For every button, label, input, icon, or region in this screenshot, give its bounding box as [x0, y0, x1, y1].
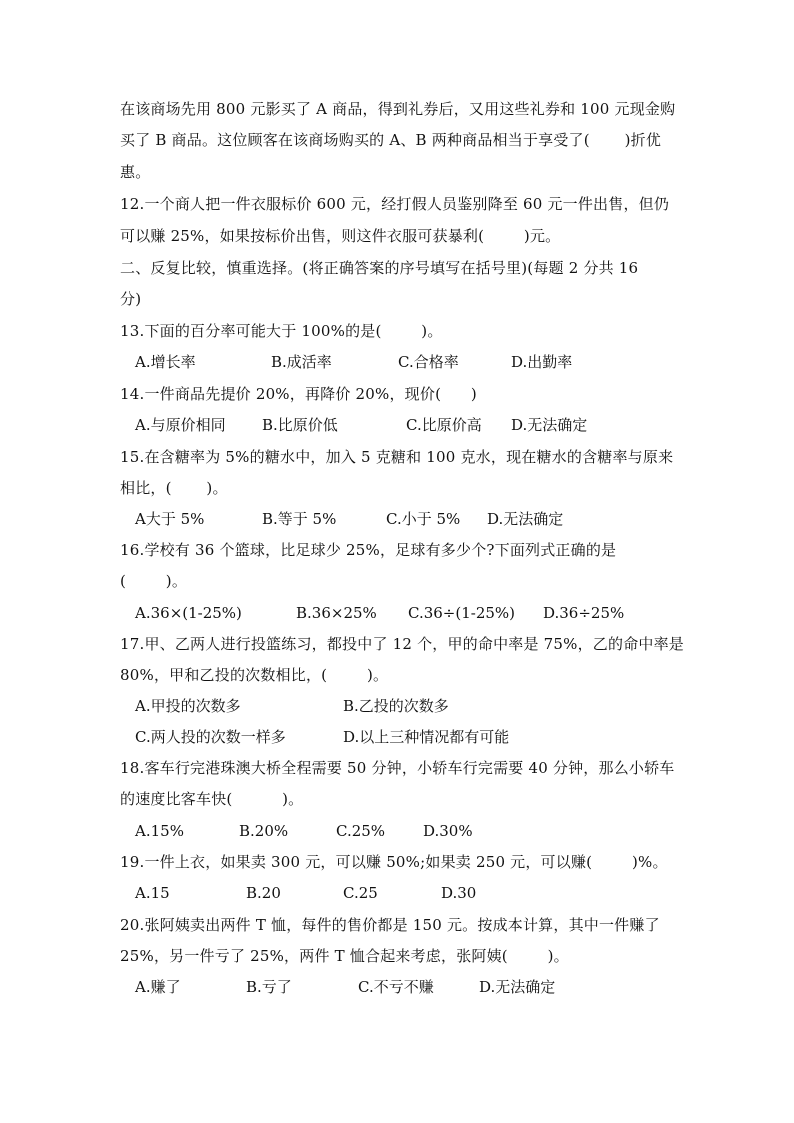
- q14-option-c[interactable]: C.比原价高: [406, 416, 482, 434]
- q18-option-a[interactable]: A.15%: [135, 822, 184, 840]
- q12-text-line-1: 12.一个商人把一件衣服标价 600 元，经打假人员鉴别降至 60 元一件出售，但仍: [120, 195, 670, 213]
- q17-option-d[interactable]: D.以上三种情况都有可能: [343, 728, 510, 746]
- section-heading: 二、反复比较，慎重选择。(将正确答案的序号填写在括号里)(每题 2 分共 16: [120, 259, 639, 277]
- q20-option-c[interactable]: C.不亏不赚: [358, 978, 434, 996]
- q18-option-b[interactable]: B.20%: [239, 822, 289, 840]
- q13-option-d[interactable]: D.出勤率: [511, 353, 573, 371]
- q17-text-line-1: 17.甲、乙两人进行投篮练习，都投中了 12 个，甲的命中率是 75%，乙的命中率是: [120, 635, 684, 653]
- q20-option-d[interactable]: D.无法确定: [479, 978, 556, 996]
- q15-text-line-2: 相比，( )。: [120, 479, 228, 497]
- q16-option-c[interactable]: C.36÷(1-25%): [408, 604, 516, 622]
- q16-text-line-2: ( )。: [120, 572, 188, 590]
- section-heading-cont: 分): [120, 290, 142, 308]
- q12-text-line-2: 可以赚 25%，如果按标价出售，则这件衣服可获暴利( )元。: [120, 227, 561, 245]
- q16-option-a[interactable]: A.36×(1-25%): [135, 604, 242, 622]
- q11-text-line-1: 在该商场先用 800 元影买了 A 商品，得到礼券后，又用这些礼券和 100 元现金购: [120, 100, 676, 118]
- q20-text-line-2: 25%，另一件亏了 25%，两件 T 恤合起来考虑，张阿姨( )。: [120, 947, 569, 965]
- q11-text-line-2: 买了 B 商品。这位顾客在该商场购买的 A、B 两种商品相当于享受了( )折优: [120, 131, 662, 149]
- q13-option-b[interactable]: B.成活率: [271, 353, 332, 371]
- q13-option-a[interactable]: A.增长率: [135, 353, 196, 371]
- q14-option-a[interactable]: A.与原价相同: [135, 416, 226, 434]
- q17-option-a[interactable]: A.甲投的次数多: [135, 697, 241, 715]
- q15-option-a[interactable]: A大于 5%: [135, 510, 205, 528]
- q17-text-line-2: 80%，甲和乙投的次数相比，( )。: [120, 666, 389, 684]
- q14-option-d[interactable]: D.无法确定: [511, 416, 588, 434]
- q16-option-b[interactable]: B.36×25%: [296, 604, 377, 622]
- q19-option-d[interactable]: D.30: [441, 884, 477, 902]
- q18-text-line-1: 18.客车行完港珠澳大桥全程需要 50 分钟，小轿车行完需要 40 分钟，那么小轿车: [120, 759, 675, 777]
- q15-option-c[interactable]: C.小于 5%: [386, 510, 461, 528]
- q15-option-b[interactable]: B.等于 5%: [262, 510, 337, 528]
- q20-option-a[interactable]: A.赚了: [135, 978, 181, 996]
- q17-option-b[interactable]: B.乙投的次数多: [343, 697, 449, 715]
- q19-option-a[interactable]: A.15: [135, 884, 170, 902]
- q14-text: 14.一件商品先提价 20%，再降价 20%，现价( ): [120, 385, 477, 403]
- q14-option-b[interactable]: B.比原价低: [262, 416, 338, 434]
- q15-option-d[interactable]: D.无法确定: [487, 510, 564, 528]
- q18-text-line-2: 的速度比客车快( )。: [120, 790, 304, 808]
- q15-text-line-1: 15.在含糖率为 5%的糖水中，加入 5 克糖和 100 克水，现在糖水的含糖率与原来: [120, 448, 674, 466]
- q20-option-b[interactable]: B.亏了: [246, 978, 292, 996]
- q19-option-b[interactable]: B.20: [246, 884, 281, 902]
- q11-text-line-3: 惠。: [120, 163, 151, 181]
- q16-option-d[interactable]: D.36÷25%: [543, 604, 625, 622]
- q19-text: 19.一件上衣，如果卖 300 元，可以赚 50%;如果卖 250 元，可以赚( )%。: [120, 853, 668, 871]
- q13-option-c[interactable]: C.合格率: [398, 353, 459, 371]
- q20-text-line-1: 20.张阿姨卖出两件 T 恤，每件的售价都是 150 元。按成本计算，其中一件赚了: [120, 916, 660, 934]
- q17-option-c[interactable]: C.两人投的次数一样多: [135, 728, 286, 746]
- q13-text: 13.下面的百分率可能大于 100%的是( )。: [120, 322, 443, 340]
- q18-option-c[interactable]: C.25%: [336, 822, 386, 840]
- q18-option-d[interactable]: D.30%: [423, 822, 473, 840]
- q19-option-c[interactable]: C.25: [343, 884, 378, 902]
- q16-text-line-1: 16.学校有 36 个篮球，比足球少 25%，足球有多少个?下面列式正确的是: [120, 541, 617, 559]
